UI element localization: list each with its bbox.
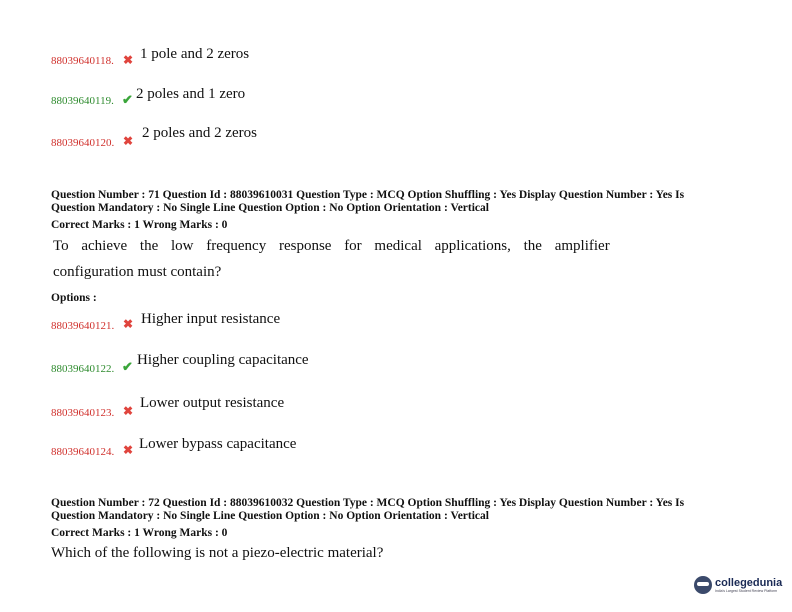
option-text: Higher input resistance	[141, 311, 281, 327]
question-meta-line: Question Number : 71 Question Id : 88039610031 Question Type : MCQ Option Shuffling : Yes Display Question Number : Yes Is	[51, 189, 685, 201]
option-text: Higher coupling capacitance	[137, 352, 309, 368]
question-marks: Correct Marks : 1 Wrong Marks : 0	[51, 527, 228, 539]
wrong-mark-icon: ✖	[123, 443, 134, 457]
options-label: Options :	[51, 292, 97, 304]
logo-brand: collegedunia	[715, 577, 783, 589]
option-text: 2 poles and 1 zero	[136, 86, 246, 102]
question-meta-line: Question Number : 72 Question Id : 88039610032 Question Type : MCQ Option Shuffling : Yes Display Question Number : Yes Is	[51, 497, 685, 509]
option-id: 88039640124.	[51, 446, 115, 458]
wrong-mark-icon: ✖	[123, 404, 134, 418]
question-text: Which of the following is not a piezo-electric material?	[51, 545, 384, 561]
option-id: 88039640118.	[51, 55, 114, 67]
question-marks: Correct Marks : 1 Wrong Marks : 0	[51, 219, 228, 231]
wrong-mark-icon: ✖	[123, 53, 134, 67]
option-id: 88039640120.	[51, 137, 115, 149]
question-meta-line: Question Mandatory : No Single Line Question Option : No Option Orientation : Vertical	[51, 202, 489, 214]
wrong-mark-icon: ✖	[123, 317, 134, 331]
wrong-mark-icon: ✖	[123, 134, 134, 148]
question-meta	[51, 189, 751, 215]
option-text: Lower bypass capacitance	[139, 436, 297, 452]
logo-tagline: India's Largest Student Review Platform	[715, 589, 778, 593]
question-text: configuration must contain?	[53, 264, 222, 280]
correct-mark-icon: ✔	[122, 92, 133, 107]
question-text: To achieve the low frequency response for medical applications, the amplifier	[53, 238, 610, 254]
question-meta	[51, 497, 751, 523]
option-id: 88039640121.	[51, 320, 115, 332]
collegedunia-logo	[694, 576, 782, 594]
option-text: 1 pole and 2 zeros	[140, 46, 250, 62]
option-text: 2 poles and 2 zeros	[142, 125, 257, 141]
option-id: 88039640119.	[51, 95, 114, 107]
option-id: 88039640122.	[51, 363, 115, 375]
option-text: Lower output resistance	[140, 395, 285, 411]
question-meta-line: Question Mandatory : No Single Line Question Option : No Option Orientation : Vertical	[51, 510, 489, 522]
correct-mark-icon: ✔	[122, 359, 133, 374]
option-id: 88039640123.	[51, 407, 115, 419]
logo-mascot-icon	[694, 576, 712, 594]
